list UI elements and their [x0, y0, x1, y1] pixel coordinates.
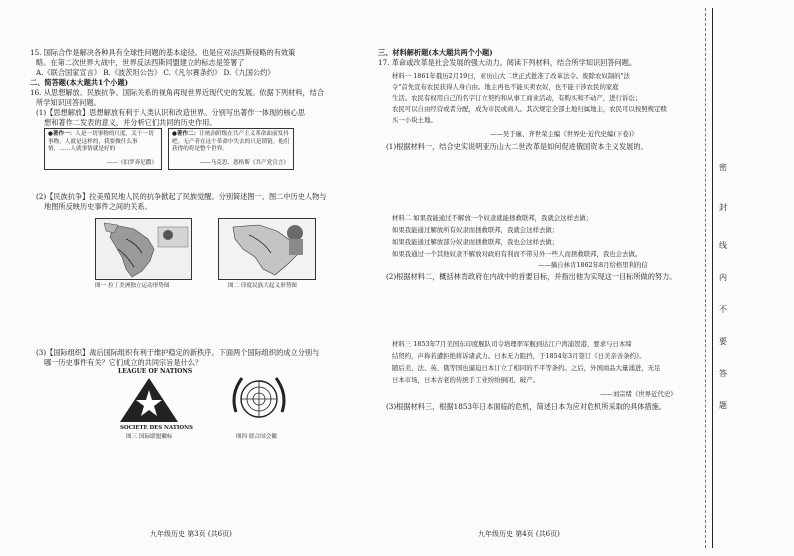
latin-america-map-graphic	[96, 219, 192, 280]
material-2-line-4: 如果我通过一个其他奴隶不解放对政府有利而不带另外一些人而拯救联邦，我也会去做。	[392, 250, 642, 258]
q15-line-2: 略。在第二次世界大战中，世界反法西斯同盟建立的标志是签署了	[36, 58, 245, 67]
margin-char: 封	[719, 203, 727, 212]
material-3-line-2: 结贸约，声称若遭拒绝将诉诸武力。日本无力阻挡，于1854年3月签订《日美亲善条约》。	[392, 352, 646, 360]
margin-char: 内	[719, 273, 727, 282]
page-3-column	[30, 0, 368, 556]
material-3-line-4: 日本市场，日本古老的传统手工业纷纷倒闭、破产。	[392, 376, 539, 384]
league-of-nations-emblem-icon	[118, 376, 180, 424]
india-map-graphic	[219, 219, 316, 280]
work-1-source: ——《伯罗奔尼撒》	[106, 159, 157, 166]
page-3-footer: 九年级历史 第3页 (共6页)	[150, 530, 232, 538]
work-2-text: 让统治阶级在共产主义革命面前发抖吧。无产者在这个革命中失去的只是锁链。他们获得的将是整个世界。	[172, 131, 290, 152]
question-17-3: (3)根据材料三，根据1853年日本面临的危机，简述日本为应对危机所采取的具体措施。	[386, 402, 667, 411]
figure-3-caption: 图三 国际联盟徽标	[126, 434, 173, 440]
figure-2-caption: 图二 印度民族大起义形势图	[228, 283, 297, 289]
work-1-label: ●著作一：	[48, 131, 76, 137]
material-1-line-1: 材料一 1861年俄历2月19日，亚历山大二世正式批准了改革法令。废除农奴制的"法	[392, 72, 630, 80]
q16-part2-line-2: 地图所反映历史事件之间的关系。	[44, 202, 152, 211]
figure-1-caption: 图一 拉丁美洲独立运动形势图	[95, 283, 170, 289]
q16-line-1: 16. 从思想解放、民族抗争、国际关系的视角再现世界近现代史的发展。依据下列材料，结合	[30, 88, 325, 97]
q16-part3-line-2: 哪一历史事件有关？它们成立的共同宗旨是什么？	[44, 358, 203, 367]
material-2-line-1: 材料二 如果我能通过不解放一个奴隶就能拯救联邦，我就会这样去做；	[392, 214, 593, 222]
margin-char: 线	[719, 241, 727, 250]
material-1-line-5: 买一小块土地。	[392, 116, 437, 124]
quote-boxes	[44, 128, 294, 170]
material-3-source: ——刘宗绪《世界近代史》	[600, 390, 677, 398]
margin-char: 答	[719, 369, 727, 378]
q16-part1-line-2: 想和著作二发表的意义，并分析它们共同的历史作用。	[44, 118, 217, 127]
material-3-line-3: 随后美、法、英、俄等国也逼迫日本订立了相同的不平等条约。之后，外国商品大量涌进，无足	[392, 364, 661, 372]
un-emblem-icon	[228, 372, 290, 430]
material-3-line-1: 材料三 1853年7月美国东印度舰队司令培理率军舰到达江户湾浦贺港，要求与日本缔	[392, 340, 632, 348]
page-4-footer: 九年级历史 第4页 (共6页)	[478, 530, 560, 538]
binding-dashed-line	[705, 8, 706, 548]
question-17-1: (1)根据材料一，结合史实说明亚历山大二世改革是如何促进俄国资本主义发展的。	[386, 142, 648, 151]
q16-part3-line-1: (3)【国际组织】战后国际组织有利于维护稳定的新秩序。下面两个国际组织的成立分别与	[36, 348, 320, 357]
margin-char: 密	[719, 163, 727, 172]
question-17-2: (2)根据材料二，概括林肯政府在内战中的首要目标，并指出他为实现这一目标所做的努力。	[386, 272, 677, 281]
figure-1-map	[95, 218, 192, 280]
figure-2-map	[218, 218, 316, 280]
work-1-box	[44, 128, 162, 170]
q15-line-1: 15. 国际合作是解决各种具有全球性问题的基本途径。也是应对法西斯侵略的有效策	[30, 48, 296, 57]
work-2-box	[168, 128, 294, 170]
league-of-nations-subtitle: SOCIETE DES NATIONS	[120, 425, 193, 431]
league-of-nations-title: LEAGUE OF NATIONS	[118, 368, 193, 375]
margin-char: 题	[719, 401, 727, 410]
section-3-title: 三、材料解析题(本大题共两个小题)	[378, 48, 493, 57]
q16-line-2: 所学知识回答问题。	[36, 98, 101, 107]
material-2-line-2: 如果我能通过解放所有奴隶而拯救联邦，我就会这样去做；	[392, 226, 559, 234]
margin-char: 要	[719, 337, 727, 346]
q16-part2-line-1: (2)【民族抗争】拉美殖民地人民的抗争掀起了民族觉醒。分别简述图一、图二中历史人物与	[36, 192, 327, 201]
margin-char: 不	[719, 305, 727, 314]
q17-intro: 17. 革命或改革是社会发展的强大动力。阅读下列材料，结合所学知识回答问题。	[378, 58, 637, 67]
material-2-source: ——摘自林肯1862年8月给格里利的信	[538, 261, 648, 269]
section-2-title: 二、简答题(本大题共1个小题)	[30, 78, 129, 87]
work-2-label: ●著作二：	[172, 131, 200, 137]
q15-options: A.《联合国家宣言》 B.《波茨坦公告》 C.《凡尔赛条约》 D.《九国公约》	[36, 68, 275, 77]
q16-part1-line-1: (1)【思想解放】思想解放有利于人类认识和改造世界。分别写出著作一体现的核心思	[36, 108, 305, 117]
work-2-source: ——马克思、恩格斯《共产党宣言》	[199, 159, 289, 166]
material-1-source: ——吴于廑、齐世荣主编《世界史·近代史编(下卷)》	[490, 130, 638, 138]
figure-4-caption: 图四 联合国会徽	[236, 434, 277, 440]
material-1-line-4: 农民可以自由经营或者分配，成为市民或商人。其次规定全部土地归属地主，农民可以按照规定赎	[392, 105, 667, 113]
work-1-text: 人是一切事物的尺度，关于一切事物，人就是这样的，我要做什么事情，……人就事情就是好的	[48, 131, 154, 152]
material-1-line-2: 令"首先宣布农民获得人身自由。地主再也不能买卖农奴，也不能干涉农民的家庭	[392, 83, 619, 91]
material-2-line-3: 如果我能通过解放部分奴隶而拯救联邦，我也会这样去做；	[392, 238, 559, 246]
material-1-line-3: 生活。农民有权用自己的名字订立契约和从事工商业活动，有购买和不动产，进行诉讼；	[392, 94, 642, 102]
